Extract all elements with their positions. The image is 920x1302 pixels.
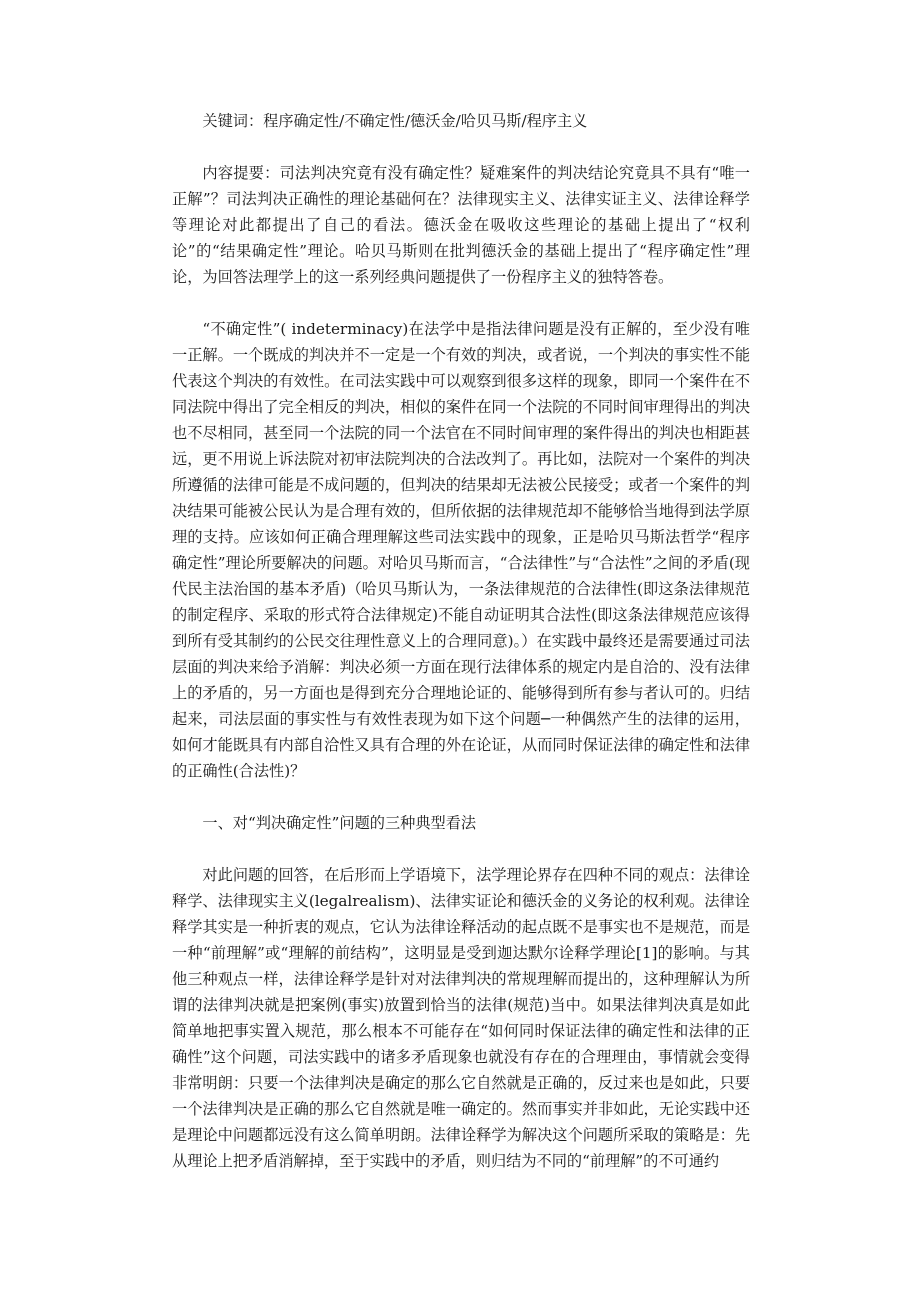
body-paragraph-1: “不确定性”( indeterminacy)在法学中是指法律问题是没有正解的，至少没有唯一正解。一个既成的判决并不一定是一个有效的判决，或者说，一个判决的事实性不能代表这个判决的有效性。在司法实践中可以观察到很多这样的现象，即同一个案件在不同法院中得出了完全相反的判决，相似的案件在同一个法院的不同时间审理得出的判决也不尽相同，甚至同一个法院的同一个法官在不同时间审理的案件得出的判决也相距甚远，更不用说上诉法院对初审法院判决的合法改判了。再比如，法院对一个案件的判决所遵循的法律可能是不成问题的，但判决的结果却无法被公民接受；或者一个案件的判决结果可能被公民认为是合理有效的，但所依据的法律规范却不能够恰当地得到法学原理的支持。应该如何正确合理理解这些司法实践中的现象，正是哈贝马斯法哲学“程序确定性”理论所要解决的问题。对哈贝马斯而言，“合法律性”与“合法性”之间的矛盾(现代民主法治国的基本矛盾)（哈贝马斯认为，一条法律规范的合法律性(即这条法律规范的制定程序、采取的形式符合法律规定)不能自动证明其合法性(即这条法律规范应该得到所有受其制约的公民交往理性意义上的合理同意)。）在实践中最终还是需要通过司法层面的判决来给予消解：判决必须一方面在现行法律体系的规定内是自洽的、没有法律上的矛盾的，另一方面也是得到充分合理地论证的、能够得到所有参与者认可的。归结起来，司法层面的事实性与有效性表现为如下这个问题─一种偶然产生的法律的运用，如何才能既具有内部自洽性又具有合理的外在论证，从而同时保证法律的确定性和法律的正确性(合法性)？ — [172, 320, 750, 780]
document-page — [172, 108, 750, 1174]
body-paragraph-2: 对此问题的回答，在后形而上学语境下，法学理论界存在四种不同的观点：法律诠释学、法律现实主义(legalrealism)、法律实证论和德沃金的义务论的权利观。法律诠释学其实是一种折衷的观点，它认为法律诠释活动的起点既不是事实也不是规范，而是一种“前理解”或“理解的前结构”，这明显是受到迦达默尔诠释学理论[1]的影响。与其他三种观点一样，法律诠释学是针对对法律判决的常规理解而提出的，这种理解认为所谓的法律判决就是把案例(事实)放置到恰当的法律(规范)当中。如果法律判决真是如此简单地把事实置入规范，那么根本不可能存在“如何同时保证法律的确定性和法律的正确性”这个问题，司法实践中的诸多矛盾现象也就没有存在的合理理由，事情就会变得非常明朗：只要一个法律判决是确定的那么它自然就是正确的，反过来也是如此，只要一个法律判决是正确的那么它自然就是唯一确定的。然而事实并非如此，无论实践中还是理论中问题都远没有这么简单明朗。法律诠释学为解决这个问题所采取的策略是：先从理论上把矛盾消解掉，至于实践中的矛盾，则归结为不同的“前理解”的不可通约 — [172, 866, 750, 1170]
abstract-paragraph: 内容提要：司法判决究竟有没有确定性？疑难案件的判决结论究竟具不具有“唯一正解”？司法判决正确性的理论基础何在？法律现实主义、法律实证主义、法律诠释学等理论对此都提出了自己的看法。德沃金在吸收这些理论的基础上提出了“权利论”的“结果确定性”理论。哈贝马斯则在批判德沃金的基础上提出了“程序确定性”理论，为回答法理学上的这一系列经典问题提供了一份程序主义的独特答卷。 — [172, 164, 750, 286]
keywords-line: 关键词：程序确定性/不确定性/德沃金/哈贝马斯/程序主义 — [202, 112, 588, 130]
section-heading: 一、对“判决确定性”问题的三种典型看法 — [202, 814, 477, 832]
